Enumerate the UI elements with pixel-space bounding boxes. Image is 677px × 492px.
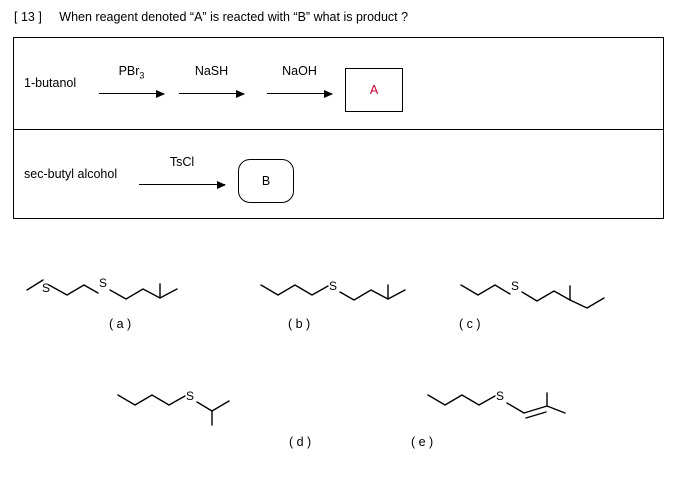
product-box-b: B bbox=[238, 159, 294, 203]
atom-label-s: S bbox=[329, 279, 338, 293]
row2-arrow-1 bbox=[139, 155, 225, 189]
arrow-line bbox=[139, 184, 225, 186]
option-b-structure bbox=[258, 268, 433, 310]
option-a-label: ( a ) bbox=[109, 317, 132, 331]
reaction-row-2 bbox=[14, 129, 663, 220]
option-c-structure bbox=[458, 268, 638, 310]
question-number: [ 13 ] bbox=[14, 10, 42, 24]
arrow-line bbox=[99, 93, 164, 95]
option-e-label: ( e ) bbox=[411, 435, 434, 449]
option-e-structure bbox=[425, 380, 590, 428]
option-a-structure bbox=[22, 265, 197, 310]
structure-a-svg bbox=[22, 265, 197, 310]
atom-label-s: S bbox=[186, 389, 195, 403]
structure-c-svg bbox=[458, 268, 638, 310]
question-line bbox=[14, 10, 408, 24]
atom-label-s: S bbox=[496, 389, 505, 403]
arrow-line bbox=[267, 93, 332, 95]
atom-label-s2: S bbox=[99, 276, 108, 290]
arrow-head bbox=[236, 90, 245, 98]
structure-b-svg bbox=[258, 268, 433, 310]
arrow-head bbox=[324, 90, 333, 98]
option-b-label: ( b ) bbox=[288, 317, 311, 331]
option-d-label: ( d ) bbox=[289, 435, 312, 449]
option-c-label: ( c ) bbox=[459, 317, 481, 331]
arrow-line bbox=[179, 93, 244, 95]
row2-reagent-1-label: TsCl bbox=[169, 155, 195, 169]
row1-reagent-3-label: NaOH bbox=[282, 64, 317, 78]
arrow-head bbox=[156, 90, 165, 98]
reaction-scheme-box bbox=[13, 37, 664, 219]
row1-arrow-3 bbox=[267, 64, 332, 98]
atom-label-s: S bbox=[42, 281, 51, 295]
arrow-head bbox=[217, 181, 226, 189]
product-box-a: A bbox=[345, 68, 403, 112]
row2-starting-material: sec-butyl alcohol bbox=[24, 167, 118, 181]
structure-d-svg bbox=[115, 380, 265, 428]
option-d-structure bbox=[115, 380, 265, 428]
structure-e-svg bbox=[425, 380, 590, 428]
atom-label-s: S bbox=[511, 279, 520, 293]
row1-arrow-2 bbox=[179, 64, 244, 98]
row1-arrow-1 bbox=[99, 64, 164, 98]
row1-starting-material: 1-butanol bbox=[24, 76, 77, 90]
row1-reagent-1-label: PBr$_3$ bbox=[118, 64, 145, 81]
row1-reagent-2-label: NaSH bbox=[194, 64, 229, 78]
reaction-row-1 bbox=[14, 38, 663, 129]
question-text: When reagent denoted “A” is reacted with “B” what is product ? bbox=[59, 10, 409, 24]
